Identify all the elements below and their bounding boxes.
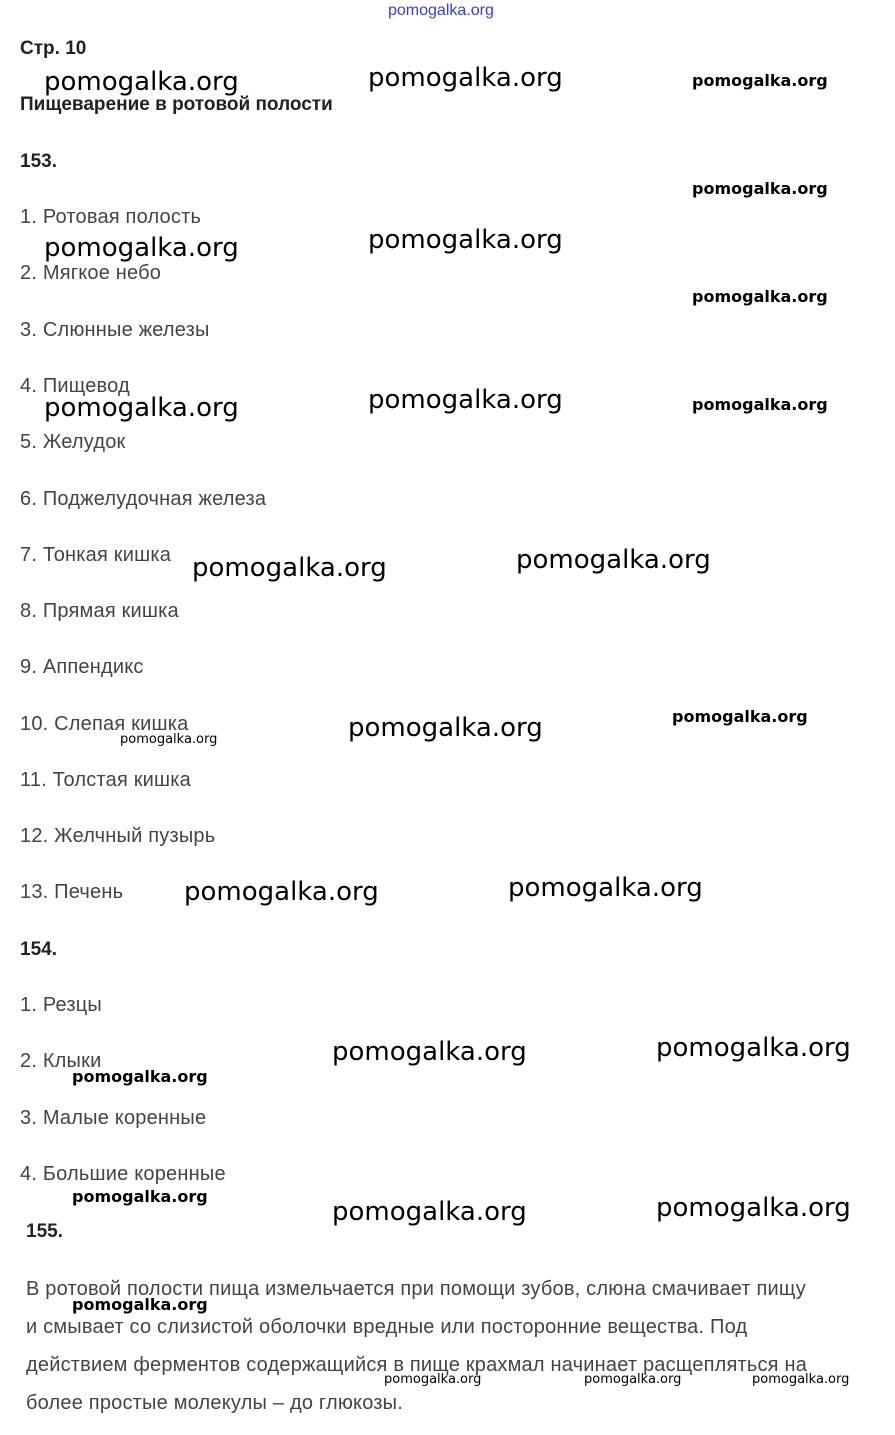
task-153-item: 9. Аппендикс xyxy=(20,656,144,678)
task-153-item: 12. Желчный пузырь xyxy=(20,825,216,847)
task-154-item: 2. Клыки xyxy=(20,1050,102,1072)
watermark: pomogalka.org xyxy=(368,63,563,93)
task-153-item: 11. Толстая кишка xyxy=(20,769,192,791)
task-154-item: 1. Резцы xyxy=(20,994,102,1016)
watermark: pomogalka.org xyxy=(672,707,808,726)
watermark: pomogalka.org xyxy=(348,713,543,743)
task-153-item: 3. Слюнные железы xyxy=(20,319,210,341)
watermark: pomogalka.org xyxy=(332,1197,527,1227)
watermark: pomogalka.org xyxy=(368,385,563,415)
task-154-number: 154. xyxy=(20,939,57,960)
task-153-item: 5. Желудок xyxy=(20,431,126,453)
watermark: pomogalka.org xyxy=(752,1372,850,1387)
task-153-item: 13. Печень xyxy=(20,881,124,903)
watermark: pomogalka.org xyxy=(332,1037,527,1067)
watermark: pomogalka.org xyxy=(184,877,379,907)
task-154-item: 4. Большие коренные xyxy=(20,1163,226,1185)
watermark: pomogalka.org xyxy=(44,67,239,97)
watermark: pomogalka.org xyxy=(192,553,387,583)
watermark: pomogalka.org xyxy=(44,233,239,263)
top-watermark: pomogalka.org xyxy=(388,2,494,19)
task-153-item: 6. Поджелудочная железа xyxy=(20,488,267,510)
watermark: pomogalka.org xyxy=(584,1372,682,1387)
watermark: pomogalka.org xyxy=(72,1295,208,1314)
page-reference: Стр. 10 xyxy=(20,38,87,59)
watermark: pomogalka.org xyxy=(656,1033,851,1063)
task-153-item: 7. Тонкая кишка xyxy=(20,544,172,566)
watermark: pomogalka.org xyxy=(692,287,828,306)
watermark: pomogalka.org xyxy=(516,545,711,575)
watermark: pomogalka.org xyxy=(120,732,218,747)
task-154-item: 3. Малые коренные xyxy=(20,1107,207,1129)
task-153-item: 8. Прямая кишка xyxy=(20,600,179,622)
watermark: pomogalka.org xyxy=(508,873,703,903)
section-title: Пищеварение в ротовой полости xyxy=(20,94,333,115)
watermark: pomogalka.org xyxy=(368,225,563,255)
task-155-paragraph-line: действием ферментов содержащийся в пище крахмал начинает расщепляться на xyxy=(26,1354,808,1376)
watermark: pomogalka.org xyxy=(384,1372,482,1387)
task-153-item: 4. Пищевод xyxy=(20,375,130,397)
task-155-paragraph-line: В ротовой полости пища измельчается при помощи зубов, слюна смачивает пищу xyxy=(26,1278,806,1300)
task-153-item: 2. Мягкое небо xyxy=(20,262,162,284)
watermark: pomogalka.org xyxy=(692,179,828,198)
task-153-number: 153. xyxy=(20,151,57,172)
watermark: pomogalka.org xyxy=(72,1187,208,1206)
watermark: pomogalka.org xyxy=(692,71,828,90)
task-155-paragraph-line: и смывает со слизистой оболочки вредные или посторонние вещества. Под xyxy=(26,1316,748,1338)
watermark: pomogalka.org xyxy=(44,393,239,423)
watermark: pomogalka.org xyxy=(656,1193,851,1223)
task-153-item: 10. Слепая кишка xyxy=(20,713,189,735)
watermark: pomogalka.org xyxy=(72,1067,208,1086)
task-153-item: 1. Ротовая полость xyxy=(20,206,202,228)
watermark: pomogalka.org xyxy=(692,395,828,414)
task-155-number: 155. xyxy=(26,1221,63,1242)
task-155-paragraph-line: более простые молекулы – до глюкозы. xyxy=(26,1392,403,1414)
